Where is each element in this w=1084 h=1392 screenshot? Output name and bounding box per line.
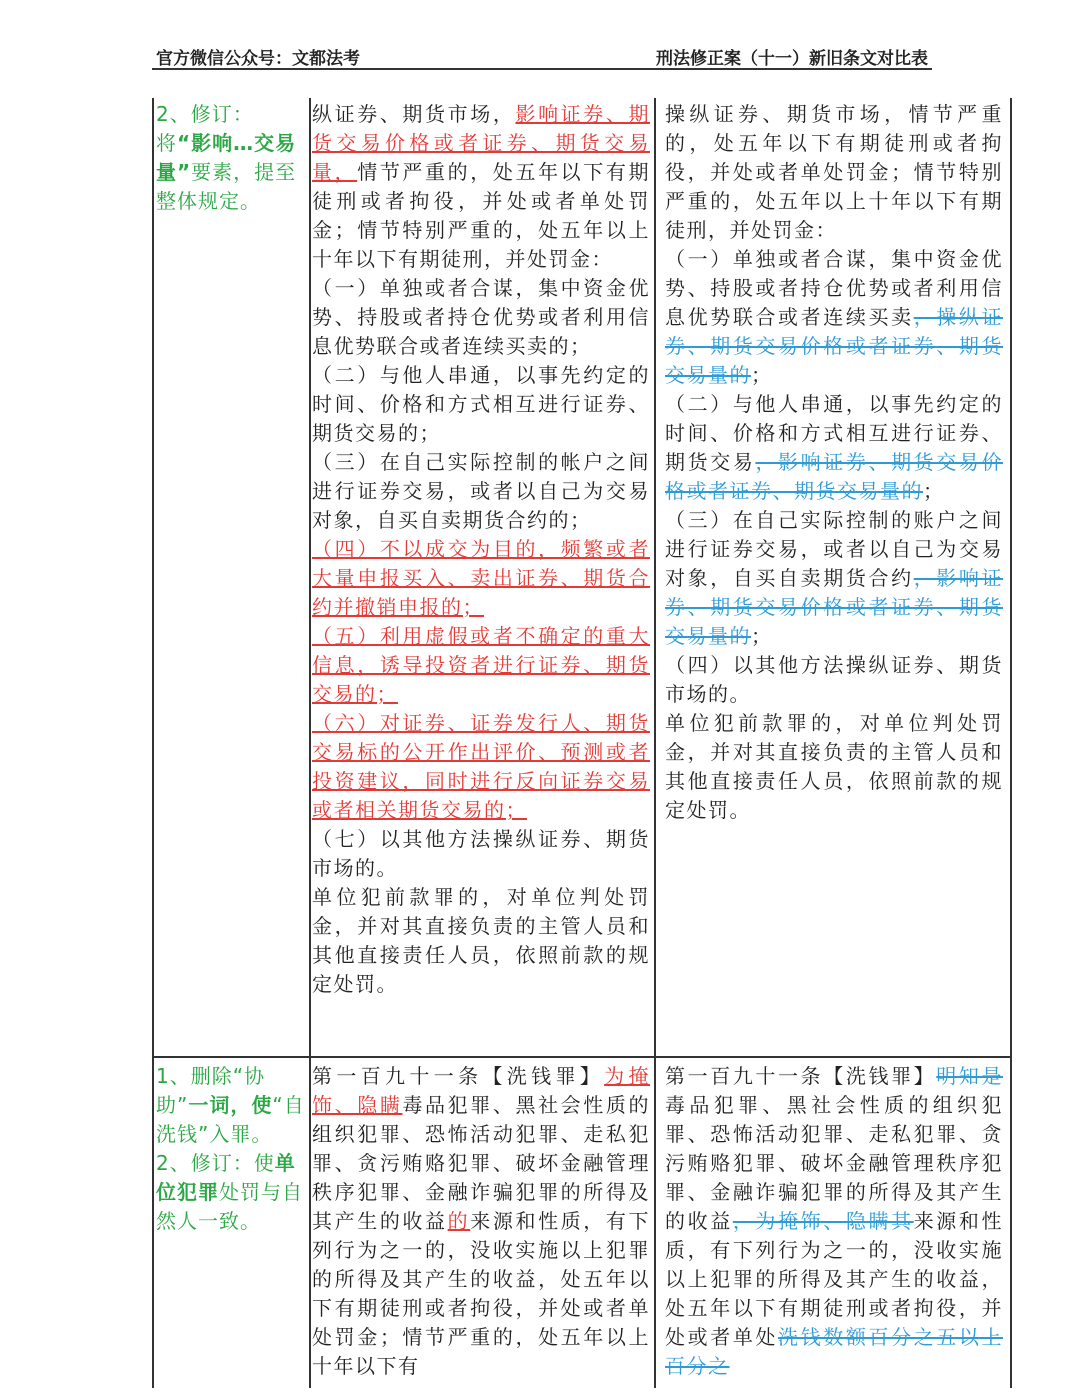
row1-old-text <box>665 100 1003 1055</box>
article-heading: 第一百九十一条【洗钱罪】 <box>312 1064 605 1088</box>
added-clause-6: （六）对证券、证券发行人、期货交易标的公开作出评价、预测或者投资建议，同时进行反向证券交易或者相关期货交易的； <box>312 711 650 822</box>
note-highlight: “影响…交易量” <box>156 131 297 184</box>
clause-2: （二）与他人串通，以事先约定的时间、价格和方式相互进行证券、期货交易的； <box>312 363 650 445</box>
header-right-title: 刑法修正案（十一）新旧条文对比表 <box>656 49 928 69</box>
old-clause-4: （四）以其他方法操纵证券、期货市场的。 <box>665 653 1003 706</box>
added-text: 为掩饰、隐瞒 <box>312 1064 650 1117</box>
table-divider-2 <box>654 98 656 1388</box>
note-highlight: 单位犯罪 <box>156 1151 296 1204</box>
added-clause-4: （四）不以成交为目的，频繁或者大量申报买入、卖出证券、期货合约并撤销申报的； <box>312 537 650 619</box>
deleted-text: ，为掩饰、隐瞒其 <box>732 1209 914 1233</box>
text-segment: （二）与他人串通，以事先约定的时间、价格和方式相互进行证券、期货交易 <box>665 392 1003 474</box>
unit-crime-clause: 单位犯前款罪的，对单位判处罚金，并对其直接负责的主管人员和其他直接责任人员，依照前款的规定处罚。 <box>312 885 650 996</box>
text-segment: 毒品犯罪、黑社会性质的组织犯罪、恐怖活动犯罪、走私犯罪、贪污贿赂犯罪、破坏金融管理秩序犯罪、金融诈骗犯罪的所得及其产生的收益 <box>665 1093 1003 1233</box>
added-clause-5: （五）利用虚假或者不确定的重大信息，诱导投资者进行证券、期货交易的； <box>312 624 650 706</box>
note-highlight: 一词，使 <box>188 1093 273 1117</box>
page-header <box>152 40 932 70</box>
text-segment: 纵证券、期货市场， <box>312 102 516 126</box>
note-text: 入罪。 <box>209 1122 273 1146</box>
text-segment: 毒品犯罪、黑社会性质的组织犯罪、恐怖活动犯罪、走私犯罪、贪污贿赂犯罪、破坏金融管理秩序犯罪、金融诈骗犯罪的所得及其产生的收益 <box>312 1093 650 1233</box>
note-text: 处罚与自然人一致。 <box>156 1180 303 1233</box>
added-text: 的 <box>447 1209 471 1233</box>
row2-new-text <box>312 1062 650 1387</box>
added-text: 影响证券、期货交易价格或者证券、期货交易量， <box>312 102 650 184</box>
deleted-text: 洗钱数额百分之五以上百分之 <box>665 1325 1003 1378</box>
deleted-text: ，影响证券、期货交易价格或者证券、期货交易量的 <box>665 450 1003 503</box>
article-heading: 第一百九十一条【洗钱罪】 <box>665 1064 937 1088</box>
note-text: “协助” <box>156 1064 266 1117</box>
text-segment: 来源和性质，有下列行为之一的，没收实施以上犯罪的所得及其产生的收益，处五年以下有期徒刑或者拘役，并处或者单处罚金；情节严重的，处五年以上十年以下有 <box>312 1209 650 1378</box>
old-unit-crime-clause: 单位犯前款罪的，对单位判处罚金，并对其直接负责的主管人员和其他直接责任人员，依照前款的规定处罚。 <box>665 711 1003 822</box>
row2-change-note <box>156 1062 306 1382</box>
text-segment: ； <box>751 363 773 387</box>
row1-new-text <box>312 100 650 1055</box>
clause-1: （一）单独或者合谋，集中资金优势、持股或者持仓优势或者利用信息优势联合或者连续买卖的； <box>312 276 650 358</box>
deleted-text: 明知是 <box>936 1064 1003 1088</box>
header-left-text: 官方微信公众号：文都法考 <box>156 49 360 69</box>
note-text: 要素，提至整体规定。 <box>156 160 297 213</box>
table-border-left <box>152 98 154 1388</box>
clause-3: （三）在自己实际控制的帐户之间进行证券交易，或者以自己为交易对象，自买自卖期货合约的； <box>312 450 650 532</box>
note-text: 2、修订：使 <box>156 1151 275 1175</box>
note-text: 1、删除 <box>156 1064 233 1088</box>
table-border-right <box>1010 98 1012 1388</box>
deleted-text: ，操纵证券、期货交易价格或者证券、期货交易量的 <box>665 305 1003 387</box>
text-segment: （一）单独或者合谋，集中资金优势、持股或者持仓优势或者利用信息优势联合或者连续买卖 <box>665 247 1003 329</box>
clause-7: （七）以其他方法操纵证券、期货市场的。 <box>312 827 650 880</box>
row2-old-text <box>665 1062 1003 1387</box>
note-text: 2、修订：将 <box>156 102 254 155</box>
row1-change-note <box>156 100 306 1050</box>
text-segment: 情节严重的，处五年以下有期徒刑或者拘役，并处或者单处罚金；情节特别严重的，处五年以上十年以下有期徒刑，并处罚金： <box>312 160 650 271</box>
row-divider <box>152 1056 1012 1058</box>
text-segment: 来源和性质，有下列行为之一的，没收实施以上犯罪的所得及其产生的收益，处五年以下有期徒刑或者拘役，并处或者单处 <box>665 1209 1003 1349</box>
note-text: “自洗钱” <box>156 1093 305 1146</box>
old-intro: 操纵证券、期货市场，情节严重的，处五年以下有期徒刑或者拘役，并处或者单处罚金；情节特别严重的，处五年以上十年以下有期徒刑，并处罚金： <box>665 102 1003 242</box>
text-segment: ； <box>923 479 945 503</box>
text-segment: （三）在自己实际控制的账户之间进行证券交易，或者以自己为交易对象，自买自卖期货合约 <box>665 508 1003 590</box>
text-segment: ； <box>751 624 773 648</box>
deleted-text: ，影响证券、期货交易价格或者证券、期货交易量的 <box>665 566 1003 648</box>
table-divider-1 <box>309 98 311 1388</box>
